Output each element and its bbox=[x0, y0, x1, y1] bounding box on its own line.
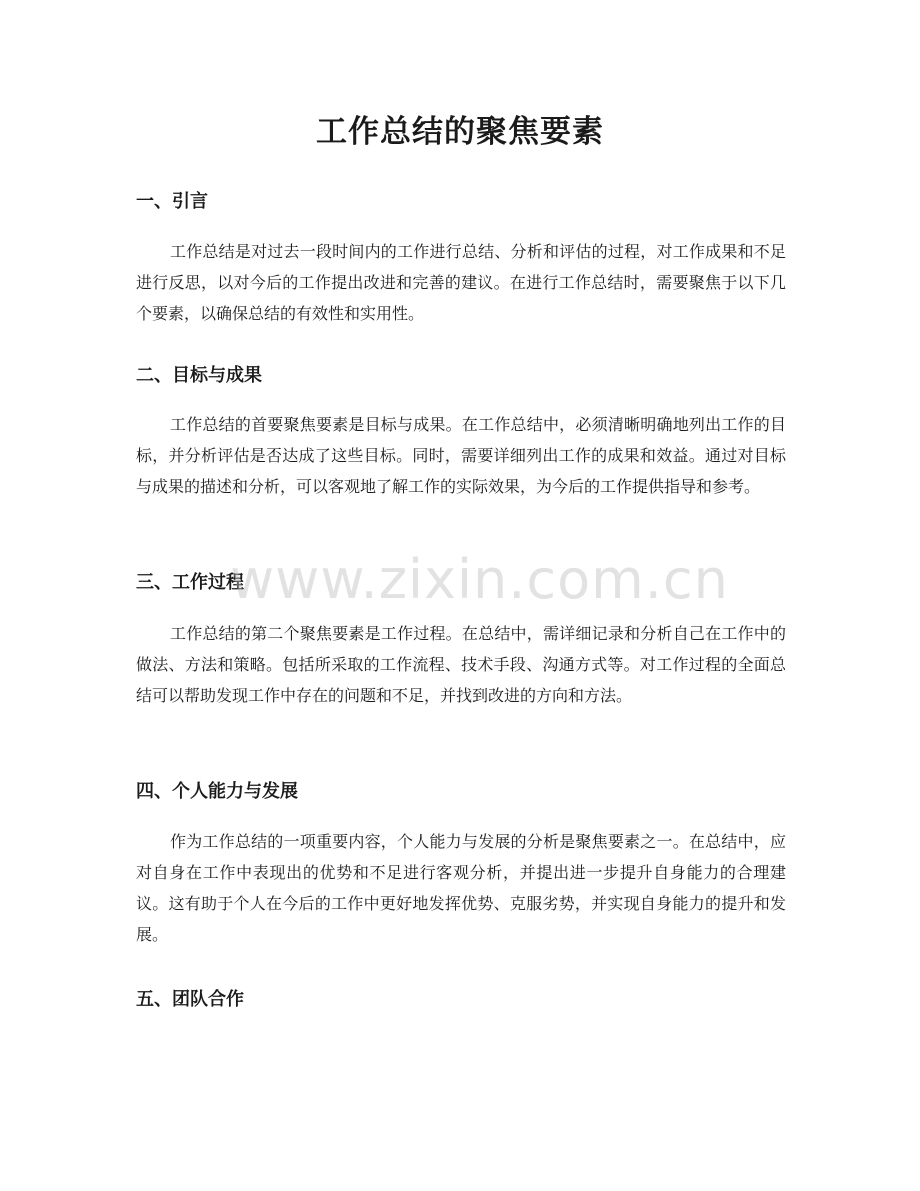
document-title: 工作总结的聚焦要素 bbox=[316, 114, 604, 150]
section-heading-work-process: 三、工作过程 bbox=[136, 572, 244, 593]
section-heading-introduction: 一、引言 bbox=[136, 191, 208, 212]
section-heading-teamwork: 五、团队合作 bbox=[136, 989, 244, 1010]
section-heading-personal-development: 四、个人能力与发展 bbox=[136, 781, 298, 802]
section-body-work-process: 工作总结的第二个聚焦要素是工作过程。在总结中，需详细记录和分析自己在工作中的做法、方法和策略。包括所采取的工作流程、技术手段、沟通方式等。对工作过程的全面总结可以帮助发现工作中存在的问题和不足，并找到改进的方向和方法。 bbox=[136, 624, 786, 705]
section-heading-goals-results: 二、目标与成果 bbox=[136, 365, 262, 386]
section-body-personal-development: 作为工作总结的一项重要内容，个人能力与发展的分析是聚焦要素之一。在总结中，应对自身在工作中表现出的优势和不足进行客观分析，并提出进一步提升自身能力的合理建议。这有助于个人在今后的工作中更好地发挥优势、克服劣势，并实现自身能力的提升和发展。 bbox=[136, 832, 786, 944]
watermark-text: www.zixin.com.cn bbox=[230, 548, 729, 611]
section-body-goals-results: 工作总结的首要聚焦要素是目标与成果。在工作总结中，必须清晰明确地列出工作的目标，并分析评估是否达成了这些目标。同时，需要详细列出工作的成果和效益。通过对目标与成果的描述和分析，可以客观地了解工作的实际效果，为今后的工作提供指导和参考。 bbox=[136, 415, 786, 496]
section-body-introduction: 工作总结是对过去一段时间内的工作进行总结、分析和评估的过程，对工作成果和不足进行反思，以对今后的工作提出改进和完善的建议。在进行工作总结时，需要聚焦于以下几个要素，以确保总结的有效性和实用性。 bbox=[136, 242, 786, 323]
